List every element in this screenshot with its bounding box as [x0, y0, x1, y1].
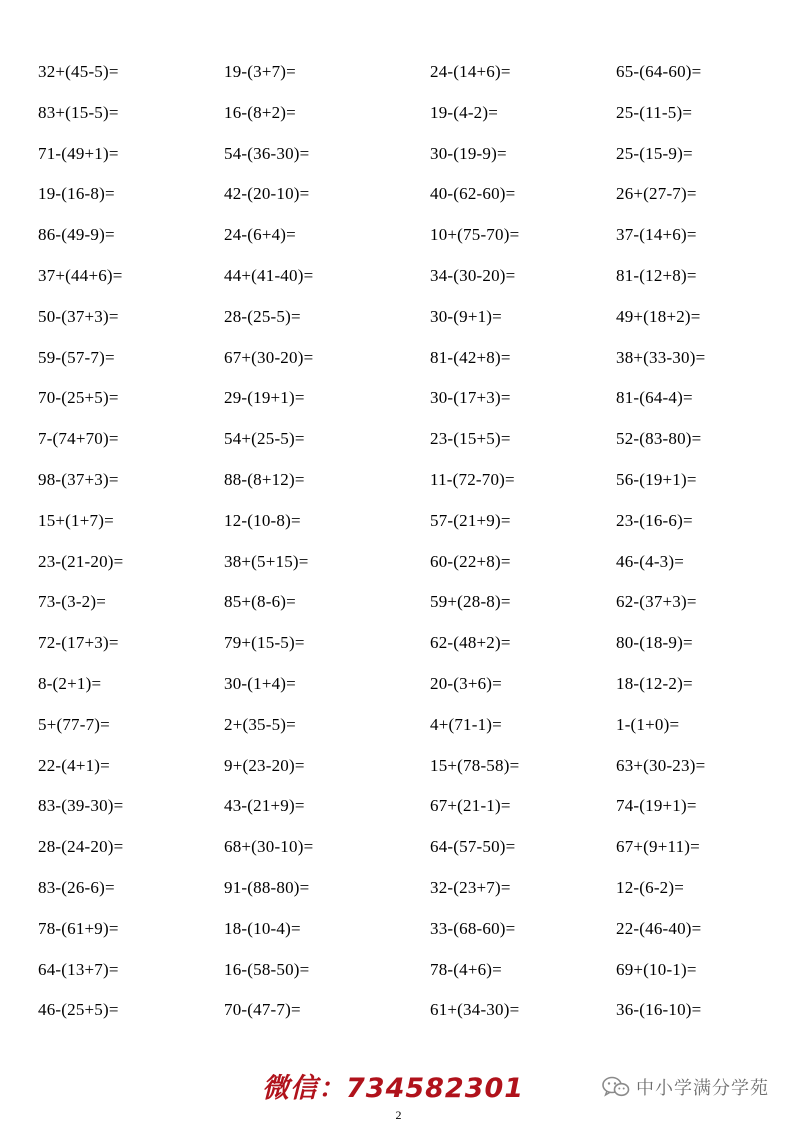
problem-row — [0, 552, 793, 592]
math-problem: 63+(30-23)= — [616, 755, 706, 775]
math-problem: 74-(19+1)= — [616, 796, 697, 816]
math-problem: 38+(5+15)= — [224, 551, 309, 571]
math-problem: 79+(15-5)= — [224, 633, 305, 653]
problem-row — [0, 674, 793, 714]
math-problem: 5+(77-7)= — [38, 714, 110, 734]
math-problem: 2+(35-5)= — [224, 714, 296, 734]
math-problem: 50-(37+3)= — [38, 306, 119, 326]
math-problem: 80-(18-9)= — [616, 633, 693, 653]
math-problem: 81-(64-4)= — [616, 388, 693, 408]
math-problem: 15+(78-58)= — [430, 755, 520, 775]
math-problem: 88-(8+12)= — [224, 470, 305, 489]
math-problem: 62-(48+2)= — [430, 633, 511, 653]
math-problem: 40-(62-60)= — [430, 184, 516, 204]
brand-name: 中小学满分学苑 — [636, 1078, 769, 1099]
math-problem: 81-(42+8)= — [430, 347, 511, 367]
math-problem: 9+(23-20)= — [224, 755, 305, 775]
math-problem: 56-(19+1)= — [616, 470, 697, 489]
problem-row — [0, 184, 793, 224]
math-problem: 24-(14+6)= — [430, 62, 511, 81]
math-problem: 10+(75-70)= — [430, 225, 520, 245]
problem-row — [0, 796, 793, 836]
math-problem: 23-(15+5)= — [430, 429, 511, 449]
math-problem: 68+(30-10)= — [224, 837, 314, 857]
math-problem: 72-(17+3)= — [38, 633, 119, 653]
math-problem: 38+(33-30)= — [616, 347, 706, 367]
math-problem: 16-(58-50)= — [224, 959, 310, 979]
math-problem: 81-(12+8)= — [616, 266, 697, 285]
math-problem: 22-(4+1)= — [38, 755, 110, 775]
math-problem: 67+(9+11)= — [616, 837, 700, 857]
math-problem: 33-(68-60)= — [430, 918, 516, 938]
math-problem: 25-(15-9)= — [616, 143, 693, 163]
math-problem: 65-(64-60)= — [616, 62, 702, 81]
math-problem: 19-(3+7)= — [224, 62, 296, 81]
problem-row — [0, 592, 793, 632]
math-problem: 36-(16-10)= — [616, 1000, 702, 1020]
problem-row — [0, 348, 793, 388]
math-problem: 11-(72-70)= — [430, 470, 515, 489]
math-problem: 20-(3+6)= — [430, 674, 502, 693]
math-problem: 64-(13+7)= — [38, 959, 119, 979]
math-problem: 60-(22+8)= — [430, 551, 511, 571]
problem-row — [0, 715, 793, 755]
math-problem: 57-(21+9)= — [430, 510, 511, 530]
problem-row — [0, 919, 793, 959]
math-problem: 18-(12-2)= — [616, 674, 693, 693]
brand-watermark — [602, 1074, 769, 1100]
problem-row — [0, 429, 793, 469]
math-problem: 25-(11-5)= — [616, 102, 693, 122]
math-problem: 91-(88-80)= — [224, 878, 310, 897]
problem-row — [0, 266, 793, 306]
problem-row — [0, 511, 793, 551]
math-problem: 12-(6-2)= — [616, 878, 685, 897]
math-problem: 37+(44+6)= — [38, 266, 123, 285]
math-problem: 34-(30-20)= — [430, 266, 516, 285]
math-problem: 16-(8+2)= — [224, 102, 296, 122]
math-problem: 78-(61+9)= — [38, 918, 119, 938]
problem-row — [0, 103, 793, 143]
math-problem: 30-(17+3)= — [430, 388, 511, 408]
math-problem: 26+(27-7)= — [616, 184, 697, 204]
math-problem: 23-(16-6)= — [616, 510, 693, 530]
math-problem: 19-(16-8)= — [38, 184, 115, 204]
problem-row — [0, 960, 793, 1000]
math-problem: 15+(1+7)= — [38, 510, 114, 530]
page-number: 2 — [395, 1108, 402, 1122]
math-problem: 83-(39-30)= — [38, 796, 124, 816]
math-problem: 42-(20-10)= — [224, 184, 310, 204]
math-problem: 23-(21-20)= — [38, 551, 124, 571]
math-problem: 83-(26-6)= — [38, 878, 115, 897]
math-problem: 70-(47-7)= — [224, 1000, 301, 1020]
math-problem: 46-(25+5)= — [38, 1000, 119, 1020]
math-problem: 1-(1+0)= — [616, 714, 680, 734]
math-problem: 32+(45-5)= — [38, 62, 119, 81]
problem-row — [0, 878, 793, 918]
math-problem: 59-(57-7)= — [38, 347, 115, 367]
problem-row — [0, 225, 793, 265]
math-problem: 49+(18+2)= — [616, 306, 701, 326]
math-problem: 83+(15-5)= — [38, 102, 119, 122]
page-footer — [0, 1060, 793, 1110]
math-problem: 46-(4-3)= — [616, 551, 685, 571]
math-problem: 24-(6+4)= — [224, 225, 296, 245]
problem-row — [0, 62, 793, 102]
math-problem: 30-(19-9)= — [430, 143, 507, 163]
math-problem: 73-(3-2)= — [38, 592, 107, 612]
problem-row — [0, 388, 793, 428]
math-problem: 18-(10-4)= — [224, 918, 301, 938]
math-problem: 86-(49-9)= — [38, 225, 115, 245]
math-problem: 61+(34-30)= — [430, 1000, 520, 1020]
problem-row — [0, 470, 793, 510]
math-problem: 69+(10-1)= — [616, 959, 697, 979]
math-problem: 62-(37+3)= — [616, 592, 697, 612]
math-problem: 28-(24-20)= — [38, 837, 124, 857]
problem-row — [0, 307, 793, 347]
problem-row — [0, 1000, 793, 1040]
math-problem: 4+(71-1)= — [430, 714, 502, 734]
math-problem: 22-(46-40)= — [616, 918, 702, 938]
problem-row — [0, 633, 793, 673]
math-problem: 54-(36-30)= — [224, 143, 310, 163]
math-problem: 70-(25+5)= — [38, 388, 119, 408]
math-problem: 29-(19+1)= — [224, 388, 305, 408]
math-problem: 28-(25-5)= — [224, 306, 301, 326]
wechat-contact-label: 微信：734582301 — [262, 1073, 525, 1104]
problem-row — [0, 756, 793, 796]
math-problem: 71-(49+1)= — [38, 143, 119, 163]
math-problem: 43-(21+9)= — [224, 796, 305, 816]
math-problem: 37-(14+6)= — [616, 225, 697, 245]
math-problem: 78-(4+6)= — [430, 959, 502, 979]
problem-row — [0, 837, 793, 877]
math-problem: 64-(57-50)= — [430, 837, 516, 857]
math-problem: 67+(21-1)= — [430, 796, 511, 816]
math-problem: 44+(41-40)= — [224, 266, 314, 285]
math-problem: 67+(30-20)= — [224, 347, 314, 367]
math-problem: 98-(37+3)= — [38, 470, 119, 489]
math-problem: 30-(1+4)= — [224, 674, 296, 693]
wechat-icon — [602, 1076, 630, 1098]
math-problem: 7-(74+70)= — [38, 429, 119, 449]
math-problem: 85+(8-6)= — [224, 592, 296, 612]
math-problem: 30-(9+1)= — [430, 306, 502, 326]
math-problem: 52-(83-80)= — [616, 429, 702, 449]
math-problem: 54+(25-5)= — [224, 429, 305, 449]
math-problem: 8-(2+1)= — [38, 674, 102, 693]
math-problem: 12-(10-8)= — [224, 510, 301, 530]
problem-row — [0, 144, 793, 184]
math-problem: 32-(23+7)= — [430, 878, 511, 897]
math-problem: 59+(28-8)= — [430, 592, 511, 612]
math-problem: 19-(4-2)= — [430, 102, 499, 122]
